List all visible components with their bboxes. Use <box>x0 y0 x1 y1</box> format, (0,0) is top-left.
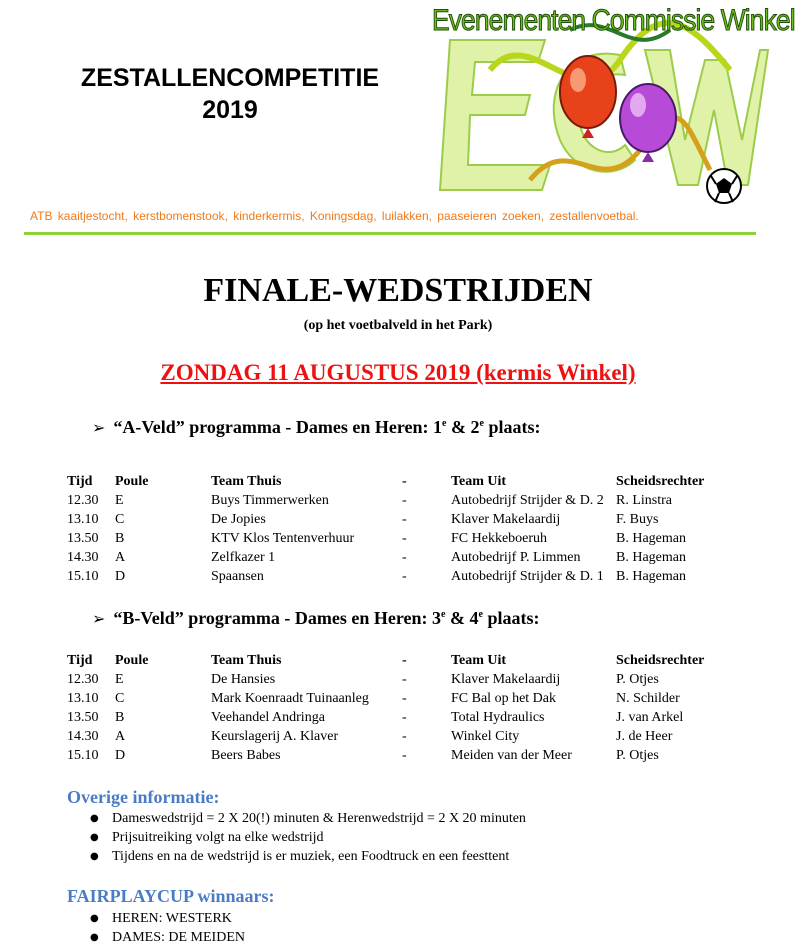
fairplay-heading: FAIRPLAYCUP winnaars: <box>67 886 275 906</box>
column-header-separator: - <box>402 653 407 668</box>
table-cell-home-team: Beers Babes <box>211 748 281 763</box>
table-cell-poule: B <box>115 710 125 725</box>
column-header-separator: - <box>402 474 407 489</box>
soccer-ball-icon <box>707 169 741 203</box>
table-cell-separator: - <box>402 672 407 687</box>
table-cell-away-team: Meiden van der Meer <box>451 748 572 763</box>
table-cell-home-team: Veehandel Andringa <box>211 710 325 725</box>
table-cell-away-team: FC Bal op het Dak <box>451 691 556 706</box>
table-cell-separator: - <box>402 569 407 584</box>
table-cell-separator: - <box>402 691 407 706</box>
competition-title <box>40 62 420 126</box>
list-item: ● Prijsuitreiking volgt na elke wedstrijd <box>90 828 526 847</box>
table-cell-home-team: Keurslagerij A. Klaver <box>211 729 339 744</box>
program-a-heading: ➢ “A-Veld” programma - Dames en Heren: 1e & 2e plaats: <box>92 417 541 437</box>
table-cell-home-team: Buys Timmerwerken <box>211 493 329 508</box>
table-cell-separator: - <box>402 512 407 527</box>
table-cell-referee: B. Hageman <box>616 550 686 565</box>
fairplay-list <box>90 909 245 947</box>
table-cell-separator: - <box>402 710 407 725</box>
table-cell-referee: R. Linstra <box>616 493 672 508</box>
header-divider <box>24 232 756 235</box>
table-cell-time: 13.50 <box>67 531 99 546</box>
table-cell-referee: F. Buys <box>616 512 659 527</box>
arrow-bullet-icon: ➢ <box>92 609 106 628</box>
column-header-referee: Scheidsrechter <box>616 474 705 489</box>
table-cell-poule: C <box>115 512 125 527</box>
table-cell-time: 12.30 <box>67 493 99 508</box>
table-cell-poule: E <box>115 493 124 508</box>
table-cell-poule: D <box>115 748 126 763</box>
table-cell-away-team: Autobedrijf Strijder & D. 2 <box>451 493 604 508</box>
table-cell-separator: - <box>402 550 407 565</box>
table-cell-poule: E <box>115 672 124 687</box>
table-cell-home-team: Spaansen <box>211 569 264 584</box>
table-cell-away-team: Klaver Makelaardij <box>451 672 561 687</box>
table-cell-time: 15.10 <box>67 748 99 763</box>
column-header-referee: Scheidsrechter <box>616 653 705 668</box>
table-cell-time: 15.10 <box>67 569 99 584</box>
page-subtitle: (op het voetbalveld in het Park) <box>303 318 493 333</box>
table-cell-time: 12.30 <box>67 672 99 687</box>
page-title: FINALE-WEDSTRIJDEN <box>203 272 593 309</box>
table-cell-time: 13.50 <box>67 710 99 725</box>
list-item: ● DAMES: DE MEIDEN <box>90 928 245 947</box>
table-cell-time: 13.10 <box>67 512 99 527</box>
table-cell-poule: B <box>115 531 125 546</box>
info-list <box>90 809 526 866</box>
arrow-bullet-icon: ➢ <box>92 418 106 437</box>
table-cell-poule: C <box>115 691 125 706</box>
table-cell-away-team: Winkel City <box>451 729 520 744</box>
table-cell-referee: J. van Arkel <box>616 710 684 725</box>
column-header-time: Tijd <box>67 474 93 489</box>
logo-text: Evenementen Commissie Winkel <box>432 4 795 37</box>
competition-year: 2019 <box>202 96 258 124</box>
table-cell-time: 14.30 <box>67 729 99 744</box>
activities-line: ATB kaaitjestocht, kerstbomenstook, kinderkermis, Koningsdag, luilakken, paaseieren zoeken, zestallenvoetbal. <box>30 209 639 223</box>
list-item: ● HEREN: WESTERK <box>90 909 245 928</box>
table-cell-separator: - <box>402 748 407 763</box>
table-cell-home-team: KTV Klos Tentenverhuur <box>211 531 355 546</box>
table-cell-separator: - <box>402 729 407 744</box>
table-cell-home-team: De Hansies <box>211 672 276 687</box>
column-header-away-team: Team Uit <box>451 474 507 489</box>
table-cell-separator: - <box>402 493 407 508</box>
table-cell-away-team: Total Hydraulics <box>451 710 545 725</box>
table-cell-away-team: FC Hekkeboeruh <box>451 531 548 546</box>
list-item: ● Dameswedstrijd = 2 X 20(!) minuten & Herenwedstrijd = 2 X 20 minuten <box>90 809 526 828</box>
program-b-heading: ➢ “B-Veld” programma - Dames en Heren: 3e & 4e plaats: <box>92 608 540 628</box>
table-cell-referee: B. Hageman <box>616 531 686 546</box>
table-cell-referee: N. Schilder <box>616 691 680 706</box>
table-cell-away-team: Autobedrijf Strijder & D. 1 <box>451 569 604 584</box>
column-header-poule: Poule <box>115 474 149 489</box>
table-cell-home-team: De Jopies <box>211 512 266 527</box>
table-cell-time: 14.30 <box>67 550 99 565</box>
table-cell-poule: D <box>115 569 126 584</box>
info-heading: Overige informatie: <box>67 787 220 807</box>
column-header-away-team: Team Uit <box>451 653 507 668</box>
column-header-home-team: Team Thuis <box>211 474 282 489</box>
event-date: ZONDAG 11 AUGUSTUS 2019 (kermis Winkel) <box>160 360 636 385</box>
list-item: ● Tijdens en na de wedstrijd is er muziek, een Foodtruck en een feesttent <box>90 847 526 866</box>
table-cell-poule: A <box>115 729 126 744</box>
table-cell-time: 13.10 <box>67 691 99 706</box>
table-cell-referee: P. Otjes <box>616 672 659 687</box>
table-cell-home-team: Zelfkazer 1 <box>211 550 276 565</box>
table-cell-referee: B. Hageman <box>616 569 686 584</box>
table-cell-away-team: Autobedrijf P. Limmen <box>451 550 581 565</box>
column-header-time: Tijd <box>67 653 93 668</box>
table-cell-home-team: Mark Koenraadt Tuinaanleg <box>211 691 369 706</box>
competition-title-line1: ZESTALLENCOMPETITIE <box>80 64 380 92</box>
table-cell-referee: P. Otjes <box>616 748 659 763</box>
table-cell-separator: - <box>402 531 407 546</box>
table-cell-referee: J. de Heer <box>616 729 673 744</box>
column-header-poule: Poule <box>115 653 149 668</box>
table-cell-poule: A <box>115 550 126 565</box>
column-header-home-team: Team Thuis <box>211 653 282 668</box>
table-cell-away-team: Klaver Makelaardij <box>451 512 561 527</box>
